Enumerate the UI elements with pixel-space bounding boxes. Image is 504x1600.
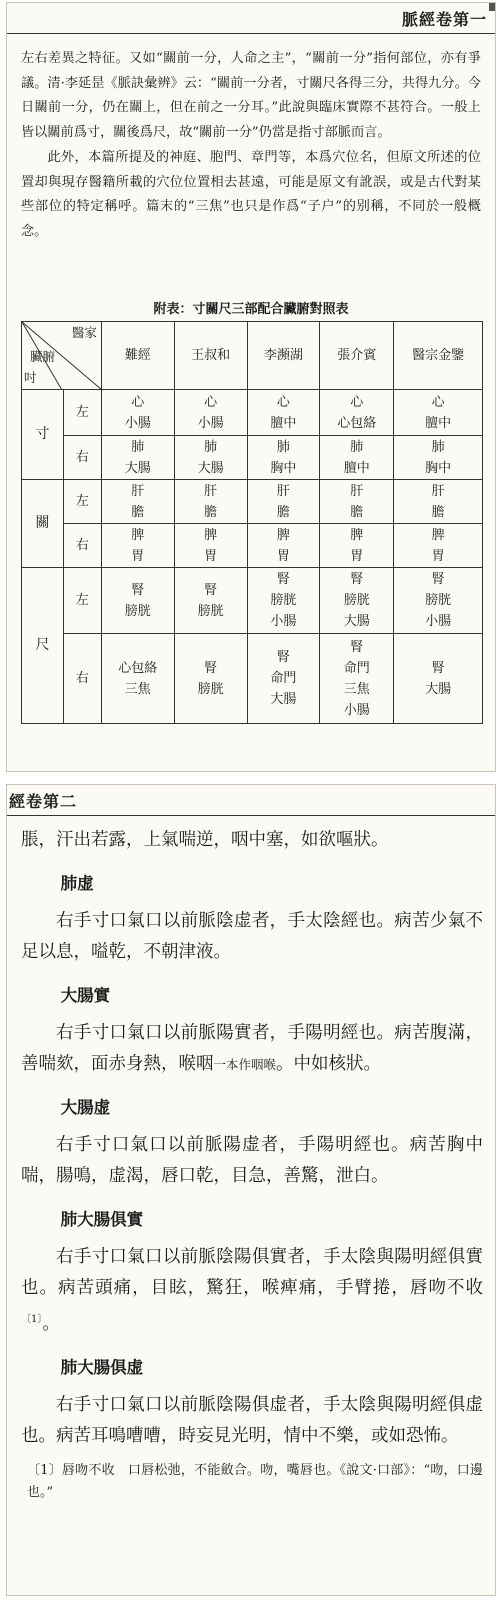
position-label: 尺 bbox=[22, 568, 64, 724]
organ-cell bbox=[394, 634, 483, 724]
side-label: 左 bbox=[63, 480, 101, 524]
organ-name: 膻中 bbox=[343, 460, 370, 476]
organ-name: 大腸 bbox=[124, 460, 151, 476]
organ-name: 肝 bbox=[350, 483, 364, 499]
organ-cell bbox=[101, 390, 174, 436]
section-title: 大腸虚 bbox=[60, 1098, 111, 1117]
organ-name: 肝 bbox=[276, 483, 290, 499]
organ-name: 腎 bbox=[204, 660, 218, 676]
organ-name: 命門 bbox=[270, 671, 297, 686]
position-label: 寸 bbox=[22, 390, 64, 480]
organ-name: 大腸 bbox=[197, 460, 224, 476]
variant-note: 一本作咽喉 bbox=[213, 1057, 277, 1072]
table-row bbox=[22, 390, 483, 436]
organ-cell bbox=[394, 390, 483, 436]
organ-name: 膀胱 bbox=[270, 593, 297, 608]
organ-name: 脾 bbox=[131, 527, 145, 543]
footnote: 〔1〕唇吻不收 口唇松弛，不能斂合。吻，嘴唇也。《說文·口部》：“吻，口邊也。” bbox=[27, 1462, 483, 1500]
organ-name: 小腸 bbox=[425, 614, 452, 629]
organ-name: 肺 bbox=[204, 439, 218, 455]
organ-name: 胃 bbox=[204, 548, 218, 564]
section-text bbox=[21, 1242, 483, 1340]
organ-cell bbox=[174, 568, 247, 634]
organ-name: 心包絡 bbox=[337, 415, 377, 431]
organ-name: 膽 bbox=[131, 504, 145, 520]
organ-cell bbox=[101, 634, 174, 724]
table-body bbox=[22, 390, 483, 724]
organ-name: 脾 bbox=[276, 527, 290, 543]
organ-name: 膀胱 bbox=[197, 681, 224, 697]
organ-cell bbox=[101, 568, 174, 634]
organ-name: 脾 bbox=[204, 527, 218, 543]
organ-cell bbox=[247, 390, 320, 436]
organ-name: 小腸 bbox=[197, 415, 224, 431]
organ-name: 大腸 bbox=[270, 692, 297, 707]
footnote-ref: 〔1〕 bbox=[21, 1314, 43, 1325]
organ-cell bbox=[394, 480, 483, 524]
side-label: 右 bbox=[63, 524, 101, 568]
organ-cell bbox=[394, 568, 483, 634]
column-header: 李瀕湖 bbox=[247, 322, 320, 390]
organ-cell bbox=[247, 634, 320, 724]
organ-name: 腎 bbox=[431, 572, 445, 587]
column-header: 醫宗金鑒 bbox=[394, 322, 483, 390]
organ-cell bbox=[320, 390, 394, 436]
page-two bbox=[6, 784, 496, 1596]
organ-name: 腎 bbox=[431, 660, 445, 676]
organ-name: 肺 bbox=[276, 439, 290, 455]
organ-cell bbox=[394, 524, 483, 568]
column-header: 王叔和 bbox=[174, 322, 247, 390]
paragraph-1: 左右差異之特征。又如“關前一分，人命之主”，“關前一分”指何部位，亦有爭議。清·李延昰《脈訣彙辨》云：“關前一分者，寸關尺各得三分，共得九分。今日關前一分，仍在關上，但在前之一分耳。”此說與臨床實際不甚符合。一般上皆以關前爲寸，關後爲尺，故“關前一分”仍當是指寸部脈而言。 bbox=[21, 51, 481, 140]
corner-label-physician: 醫家 bbox=[71, 325, 97, 340]
organ-cell bbox=[174, 436, 247, 480]
organ-cell bbox=[394, 436, 483, 480]
side-label: 左 bbox=[63, 390, 101, 436]
organ-name: 心 bbox=[431, 394, 445, 410]
section-text-main: 右手寸口氣口以前脈陰陽俱實者，手太陰與陽明經俱實也。病苦頭痛，目眩，驚狂，喉痺痛，手臂捲，唇吻不收 bbox=[21, 1247, 483, 1298]
header-edge-mark bbox=[489, 3, 495, 11]
main-text bbox=[21, 825, 483, 1504]
table-row bbox=[22, 634, 483, 724]
organ-name: 腎 bbox=[276, 572, 290, 587]
table-header-row bbox=[22, 322, 483, 390]
organ-name: 膻中 bbox=[425, 415, 452, 431]
section-text: 右手寸口氣口以前脈陽虚者，手陽明經也。病苦胸中喘，腸鳴，虚渴，唇口乾，目急，善驚，泄白。 bbox=[21, 1135, 483, 1186]
organ-cell bbox=[247, 436, 320, 480]
organ-name: 肺 bbox=[131, 439, 145, 455]
organ-cell bbox=[320, 524, 394, 568]
organ-cell bbox=[320, 634, 394, 724]
organ-name: 命門 bbox=[343, 660, 370, 676]
organ-name: 小腸 bbox=[270, 614, 297, 629]
section-text-tail: 。中如核狀。 bbox=[276, 1054, 382, 1074]
organ-name: 膻中 bbox=[270, 415, 297, 431]
organ-name: 胃 bbox=[350, 548, 364, 564]
section-title: 肺大腸俱虚 bbox=[60, 1357, 144, 1377]
running-header bbox=[7, 3, 495, 34]
organ-name: 大腸 bbox=[425, 681, 452, 697]
organ-name: 膽 bbox=[350, 504, 364, 520]
organ-name: 肝 bbox=[204, 483, 218, 499]
organ-name: 腎 bbox=[131, 582, 145, 598]
position-label: 關 bbox=[22, 480, 64, 568]
side-label: 右 bbox=[63, 634, 101, 724]
organ-cell bbox=[174, 524, 247, 568]
corner-label-position: 吋 bbox=[24, 370, 37, 385]
organ-cell bbox=[320, 568, 394, 634]
organ-name: 腎 bbox=[350, 639, 364, 655]
header-title: 經卷第二 bbox=[9, 792, 78, 811]
organ-cell bbox=[247, 568, 320, 634]
organ-cell bbox=[174, 480, 247, 524]
organ-name: 三焦 bbox=[124, 681, 151, 697]
organ-cell bbox=[247, 480, 320, 524]
page-one bbox=[6, 2, 496, 772]
column-header: 難經 bbox=[101, 322, 174, 390]
organ-name: 大腸 bbox=[343, 614, 370, 629]
organ-name: 膀胱 bbox=[124, 603, 151, 619]
table-row bbox=[22, 568, 483, 634]
paragraph-2: 此外，本篇所提及的神庭、胞門、章門等，本爲穴位名，但原文所述的位置却與現存醫籍所載的穴位位置相去甚遠，可能是原文有訛誤，或是古代對某些部位的特定稱呼。篇末的“三焦”也只是作爲“子户”的别稱，不同於一般概念。 bbox=[21, 150, 481, 239]
organ-name: 心 bbox=[131, 394, 145, 410]
column-header: 張介賓 bbox=[320, 322, 394, 390]
organ-cell bbox=[101, 436, 174, 480]
organ-table bbox=[21, 321, 483, 724]
organ-name: 肝 bbox=[131, 483, 145, 499]
organ-name: 腎 bbox=[350, 572, 364, 587]
running-header bbox=[7, 785, 495, 816]
organ-cell bbox=[320, 480, 394, 524]
organ-name: 腎 bbox=[276, 650, 290, 665]
organ-cell bbox=[174, 634, 247, 724]
organ-name: 膀胱 bbox=[343, 593, 370, 608]
corner-label-organ: 臟腑 bbox=[30, 349, 56, 364]
organ-name: 膽 bbox=[204, 504, 218, 520]
section-text-tail: 。 bbox=[42, 1313, 60, 1334]
organ-cell bbox=[101, 524, 174, 568]
table-caption: 附表：寸關尺三部配合臟腑對照表 bbox=[153, 302, 349, 317]
organ-cell bbox=[174, 390, 247, 436]
organ-name: 心 bbox=[204, 394, 218, 410]
section-text-main: 右手寸口氣口以前脈陽實者，手陽明經也。病苦腹滿，善喘欬，面赤身熱，喉咽 bbox=[21, 1023, 483, 1074]
organ-name: 胃 bbox=[431, 548, 445, 564]
organ-name: 心 bbox=[276, 394, 290, 410]
side-label: 左 bbox=[63, 568, 101, 634]
organ-name: 胃 bbox=[131, 548, 145, 564]
section-title: 肺虚 bbox=[60, 874, 94, 893]
section-text: 右手寸口氣口以前脈陰虚者，手太陰經也。病苦少氣不足以息，嗌乾，不朝津液。 bbox=[21, 911, 483, 962]
organ-name: 心包絡 bbox=[118, 660, 158, 676]
organ-name: 肝 bbox=[431, 483, 445, 499]
organ-name: 肺 bbox=[431, 439, 445, 455]
organ-name: 胸中 bbox=[270, 460, 297, 476]
organ-name: 脾 bbox=[350, 527, 364, 543]
organ-name: 肺 bbox=[350, 439, 364, 455]
table-row bbox=[22, 480, 483, 524]
organ-name: 心 bbox=[350, 394, 364, 410]
section-title: 肺大腸俱實 bbox=[60, 1210, 144, 1229]
organ-name: 小腸 bbox=[124, 415, 151, 431]
commentary-text bbox=[21, 47, 481, 244]
organ-name: 腎 bbox=[204, 582, 218, 598]
table-row bbox=[22, 436, 483, 480]
intro-line: 脹，汗出若露，上氣喘逆，咽中塞，如欲嘔狀。 bbox=[21, 830, 389, 850]
organ-name: 胃 bbox=[276, 548, 290, 564]
organ-name: 三焦 bbox=[343, 681, 370, 697]
table-corner-cell bbox=[22, 322, 102, 390]
header-title: 脈經卷第一 bbox=[401, 10, 487, 29]
organ-cell bbox=[101, 480, 174, 524]
organ-name: 小腸 bbox=[343, 702, 370, 718]
organ-cell bbox=[247, 524, 320, 568]
organ-name: 脾 bbox=[431, 527, 445, 543]
section-title: 大腸實 bbox=[60, 986, 111, 1005]
organ-name: 膀胱 bbox=[425, 593, 452, 608]
organ-name: 膀胱 bbox=[197, 603, 224, 619]
organ-name: 胸中 bbox=[425, 460, 452, 476]
section-text: 右手寸口氣口以前脈陰陽俱虚者，手太陰與陽明經俱虚也。病苦耳鳴嘈嘈，時妄見光明，情中不樂，或如恐怖。 bbox=[21, 1394, 483, 1446]
table-row bbox=[22, 524, 483, 568]
organ-name: 膽 bbox=[276, 504, 290, 520]
section-text bbox=[21, 1018, 483, 1080]
organ-name: 膽 bbox=[431, 504, 445, 520]
organ-cell bbox=[320, 436, 394, 480]
side-label: 右 bbox=[63, 436, 101, 480]
